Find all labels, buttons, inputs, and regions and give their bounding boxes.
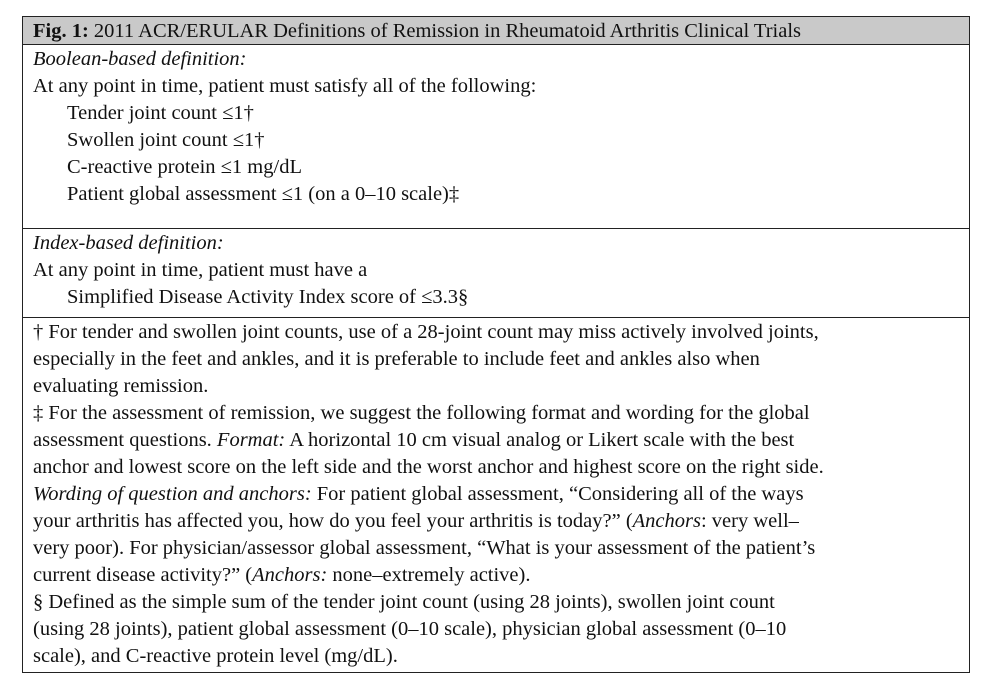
index-definition-section	[23, 229, 969, 318]
footnote-section-sign-line: scale), and C-reactive protein level (mg/dL).	[33, 645, 398, 667]
footnote-ddagger-line	[33, 508, 959, 535]
footnotes-section	[23, 318, 969, 672]
index-heading: Index-based definition:	[33, 232, 224, 254]
boolean-definition-section	[23, 45, 969, 229]
figure-title: 2011 ACR/ERULAR Definitions of Remission in Rheumatoid Arthritis Clinical Trials	[93, 20, 802, 42]
remission-definitions-figure	[22, 16, 970, 673]
footnote-ddagger-line	[33, 562, 959, 589]
format-label: Format:	[216, 429, 286, 451]
anchors-label: Anchors:	[252, 564, 328, 586]
footnote-ddagger-line: anchor and lowest score on the left side and the worst anchor and highest score on the right side.	[33, 456, 824, 478]
footnote-text: For patient global assessment, “Considering all of the ways	[316, 483, 804, 505]
footnote-text: current disease activity?” (	[33, 564, 253, 586]
footnote-text: none–extremely active).	[332, 564, 531, 586]
footnote-dagger-line: especially in the feet and ankles, and it is preferable to include feet and ankles also when	[33, 348, 760, 370]
anchors-label: Anchors	[632, 510, 701, 532]
footnote-text: assessment questions.	[33, 429, 212, 451]
footnote-section-sign-line: § Defined as the simple sum of the tender joint count (using 28 joints), swollen joint count	[33, 591, 775, 613]
footnote-ddagger-line: very poor). For physician/assessor global assessment, “What is your assessment of the patient’s	[33, 537, 816, 559]
footnote-ddagger-line	[33, 481, 959, 508]
boolean-heading: Boolean-based definition:	[33, 48, 247, 70]
wording-label: Wording of question and anchors:	[33, 483, 312, 505]
criterion-patient-global: Patient global assessment ≤1 (on a 0–10 scale)‡	[67, 183, 460, 205]
criterion-sdai: Simplified Disease Activity Index score of ≤3.3§	[67, 286, 469, 308]
criterion-crp: C-reactive protein ≤1 mg/dL	[67, 156, 302, 178]
criterion-tender-joint: Tender joint count ≤1†	[67, 102, 254, 124]
figure-label: Fig. 1:	[33, 20, 89, 42]
figure-title-bar	[23, 17, 969, 45]
footnote-text: your arthritis has affected you, how do you feel your arthritis is today?” (	[33, 510, 633, 532]
footnote-dagger-line: evaluating remission.	[33, 375, 209, 397]
footnote-text: A horizontal 10 cm visual analog or Likert scale with the best	[289, 429, 795, 451]
footnote-ddagger-line: ‡ For the assessment of remission, we suggest the following format and wording for the global	[33, 402, 810, 424]
footnote-text: : very well–	[700, 510, 799, 532]
footnote-dagger-line: † For tender and swollen joint counts, use of a 28-joint count may miss actively involved joints,	[33, 321, 819, 343]
criterion-swollen-joint: Swollen joint count ≤1†	[67, 129, 265, 151]
footnote-ddagger-line	[33, 427, 959, 454]
index-intro: At any point in time, patient must have a	[33, 259, 368, 281]
boolean-intro: At any point in time, patient must satisfy all of the following:	[33, 75, 537, 97]
footnote-section-sign-line: (using 28 joints), patient global assessment (0–10 scale), physician global assessment (0–10	[33, 618, 787, 640]
